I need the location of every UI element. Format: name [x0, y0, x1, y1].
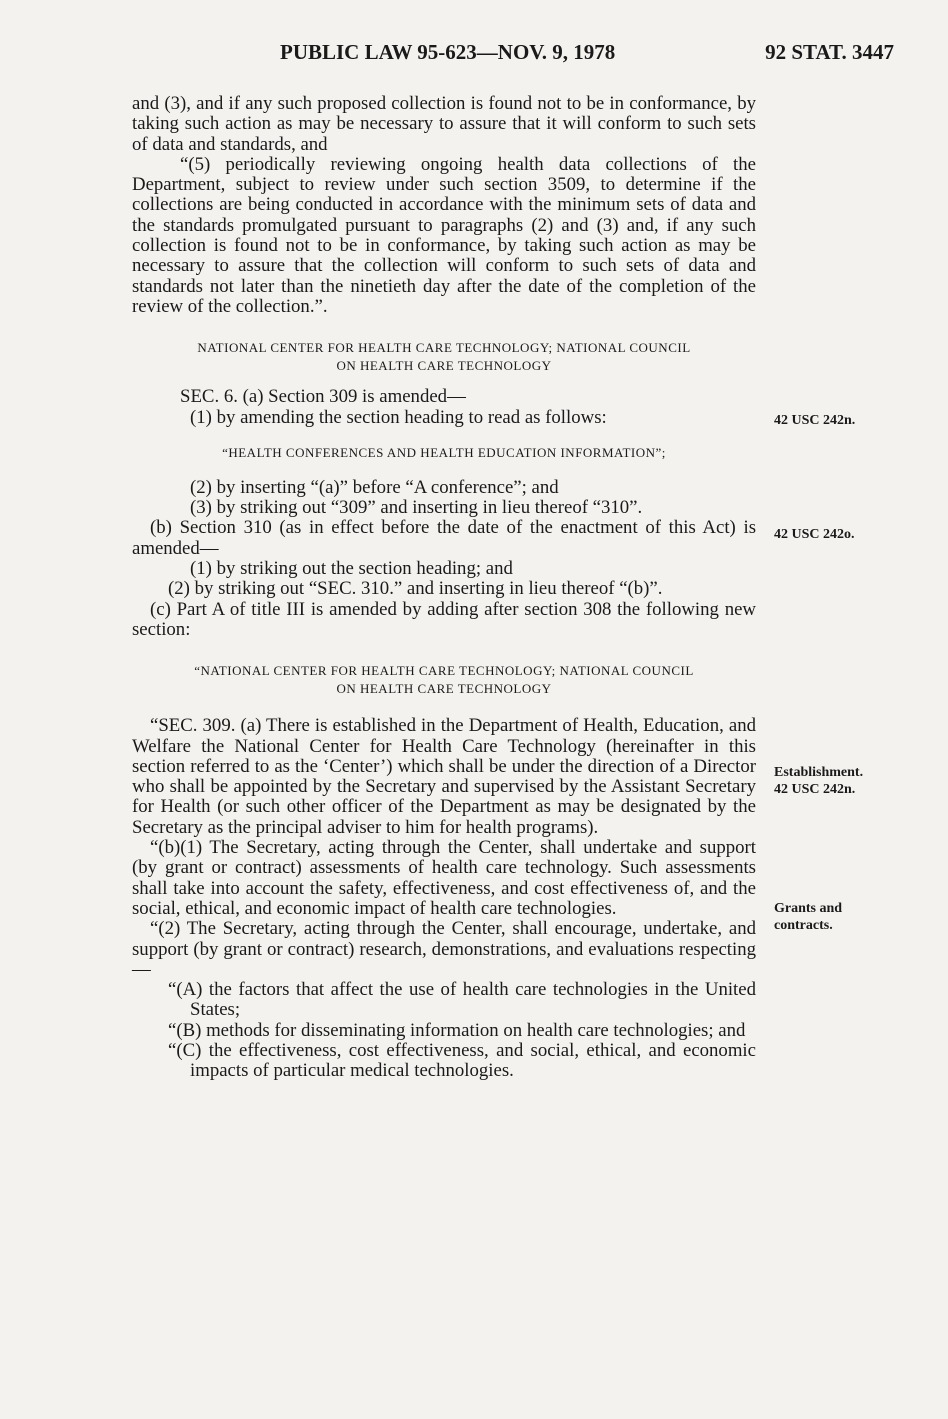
section-309a: “SEC. 309. (a) There is established in the Department of Health, Education, and Welfare the National Center for Health Care Technology (hereinafter in this section referred to as the ‘Center’) which shall be under the direction of a Director who shall be appointed by the Secretary and supervised by the Assistant Secretary for Health (or such other officer of the Department as may be designated by the Secretary as the principal adviser to him for health programs). [132, 715, 756, 838]
section-309b-2: “(2) The Secretary, acting through the Center, shall encourage, undertake, and support (by grant or contract) research, demonstrations, and evaluations respecting— [132, 918, 756, 980]
section-6c: (c) Part A of title III is amended by adding after section 308 the following new section: [132, 598, 756, 640]
section-heading-national-center [132, 339, 756, 375]
margin-note-usc-242n-2: 42 USC 242n. [774, 782, 856, 797]
heading-line-2: ON HEALTH CARE TECHNOLOGY [336, 681, 552, 697]
section-6a-2: (2) by inserting “(a)” before “A conference”; and [190, 476, 559, 498]
margin-note-usc-242n: 42 USC 242n. [774, 413, 856, 428]
section-6a-1: (1) by amending the section heading to read as follows: [190, 406, 607, 428]
section-6b: (b) Section 310 (as in effect before the date of the enactment of this Act) is amended— [132, 517, 756, 559]
section-6b-1: (1) by striking out the section heading; and [190, 558, 513, 580]
section-309b-1: “(b)(1) The Secretary, acting through the Center, shall undertake and support (by grant or contract) assessments of health care technology. Such assessments shall take into account the safety, effectiveness, and cost effectiveness of, and the social, ethical, and economic impact of health care technologies. [132, 837, 756, 919]
section-6b-2: (2) by striking out “SEC. 310.” and inserting in lieu thereof “(b)”. [168, 578, 663, 600]
heading-line-1: “NATIONAL CENTER FOR HEALTH CARE TECHNOLOGY; NATIONAL COUNCIL [194, 663, 694, 679]
new-section-heading [132, 662, 756, 698]
heading-line-2: ON HEALTH CARE TECHNOLOGY [336, 358, 552, 374]
paragraph-continuation: and (3), and if any such proposed collection is found not to be in conformance, by taking such action as may be necessary to assure that it will conform to such sets of data and standards, and [132, 93, 756, 155]
margin-note-establishment: Establishment. [774, 765, 864, 780]
margin-note-usc-242o: 42 USC 242o. [774, 527, 855, 542]
statute-page-number: 92 STAT. 3447 [765, 40, 894, 64]
amended-heading: “HEALTH CONFERENCES AND HEALTH EDUCATION INFORMATION”; [222, 444, 666, 460]
law-title: PUBLIC LAW 95-623—NOV. 9, 1978 [280, 40, 616, 64]
margin-note-grants: Grants and [774, 901, 843, 916]
section-6a-3: (3) by striking out “309” and inserting in lieu thereof “310”. [190, 497, 643, 519]
section-309b-B: “(B) methods for disseminating information on health care technologies; and [168, 1019, 746, 1041]
document-body [132, 94, 756, 1082]
heading-line-1: NATIONAL CENTER FOR HEALTH CARE TECHNOLOGY; NATIONAL COUNCIL [197, 340, 691, 356]
section-309b-C: “(C) the effectiveness, cost effectiveness, and social, ethical, and economic impacts of particular medical technologies. [168, 1039, 756, 1082]
section-6a: SEC. 6. (a) Section 309 is amended— [180, 386, 466, 408]
page-header [0, 40, 948, 70]
paragraph-5: “(5) periodically reviewing ongoing health data collections of the Department, subject to review under such section 3509, to determine if the collections are being conducted in accordance with the minimum sets of data and the standards promulgated pursuant to paragraphs (2) and (3) and, if any such collection is found not to be in conformance, by taking such action as may be necessary to assure that the collection will conform to such sets of data and standards not later than the ninetieth day after the date of the completion of the review of the collection.”. [132, 153, 756, 317]
margin-note-contracts: contracts. [774, 918, 833, 933]
section-309b-A: “(A) the factors that affect the use of health care technologies in the United States; [168, 979, 756, 1021]
